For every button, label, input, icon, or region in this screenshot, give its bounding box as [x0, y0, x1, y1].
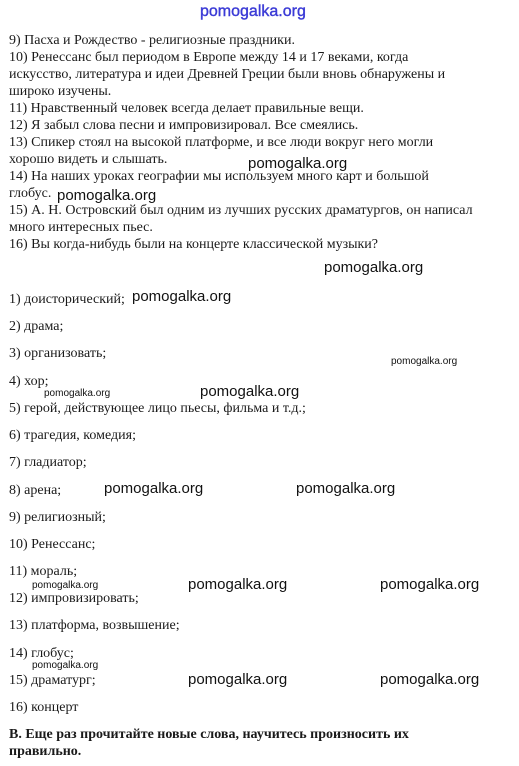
vocab-item: 6) трагедия, комедия;: [9, 428, 136, 443]
sentence-line: искусство, литература и идеи Древней Греции были вновь обнаружены и: [9, 67, 446, 82]
vocab-item: 1) доисторический;: [9, 292, 125, 307]
watermark: pomogalka.org: [44, 388, 111, 399]
sentence-line: хорошо видеть и слышать.: [9, 152, 168, 167]
watermark: pomogalka.org: [188, 671, 288, 688]
sentence-line: 14) На наших уроках географии мы используем много карт и большой: [9, 169, 429, 184]
watermark: pomogalka.org: [391, 356, 458, 367]
vocab-item: 2) драма;: [9, 319, 64, 334]
watermark: pomogalka.org: [132, 288, 232, 305]
vocab-item: 9) религиозный;: [9, 510, 106, 525]
watermark: pomogalka.org: [296, 480, 396, 497]
vocab-item: 8) арена;: [9, 483, 62, 498]
vocab-item: 5) герой, действующее лицо пьесы, фильма и т.д.;: [9, 401, 306, 416]
sentence-line: 15) А. Н. Островский был одним из лучших русских драматургов, он написал: [9, 203, 473, 218]
watermark-top: pomogalka.org: [200, 3, 306, 20]
sentence-line: 11) Нравственный человек всегда делает правильные вещи.: [9, 101, 364, 116]
sentence-line: 13) Спикер стоял на высокой платформе, и все люди вокруг него могли: [9, 135, 434, 150]
watermark: pomogalka.org: [57, 187, 157, 204]
vocab-item: 3) организовать;: [9, 346, 107, 361]
vocab-item: 4) хор;: [9, 374, 49, 389]
task-b-line: В. Еще раз прочитайте новые слова, научитесь произносить их: [9, 727, 409, 742]
sentence-line: 9) Пасха и Рождество - религиозные праздники.: [9, 33, 295, 48]
sentence-line: широко изучены.: [9, 84, 112, 99]
vocab-item: 12) импровизировать;: [9, 591, 139, 606]
vocab-item: 10) Ренессанс;: [9, 537, 96, 552]
watermark: pomogalka.org: [248, 155, 348, 172]
watermark: pomogalka.org: [380, 576, 480, 593]
sentence-line: 12) Я забыл слова песни и импровизировал. Все смеялись.: [9, 118, 359, 133]
vocab-item: 7) гладиатор;: [9, 455, 87, 470]
watermark: pomogalka.org: [200, 383, 300, 400]
vocab-item: 14) глобус;: [9, 646, 74, 661]
watermark: pomogalka.org: [32, 660, 99, 671]
sentence-line: 10) Ренессанс был периодом в Европе между 14 и 17 веками, когда: [9, 50, 409, 65]
watermark: pomogalka.org: [324, 259, 424, 276]
sentence-line: глобус.: [9, 186, 52, 201]
watermark: pomogalka.org: [380, 671, 480, 688]
vocab-item: 13) платформа, возвышение;: [9, 618, 180, 633]
sentence-line: много интересных пьес.: [9, 220, 153, 235]
vocab-item: 11) мораль;: [9, 564, 78, 579]
watermark: pomogalka.org: [104, 480, 204, 497]
task-b-line: правильно.: [9, 744, 82, 759]
sentence-line: 16) Вы когда-нибудь были на концерте классической музыки?: [9, 237, 379, 252]
watermark: pomogalka.org: [32, 580, 99, 591]
vocab-item: 15) драматург;: [9, 673, 96, 688]
vocab-item: 16) концерт: [9, 700, 79, 715]
watermark: pomogalka.org: [188, 576, 288, 593]
